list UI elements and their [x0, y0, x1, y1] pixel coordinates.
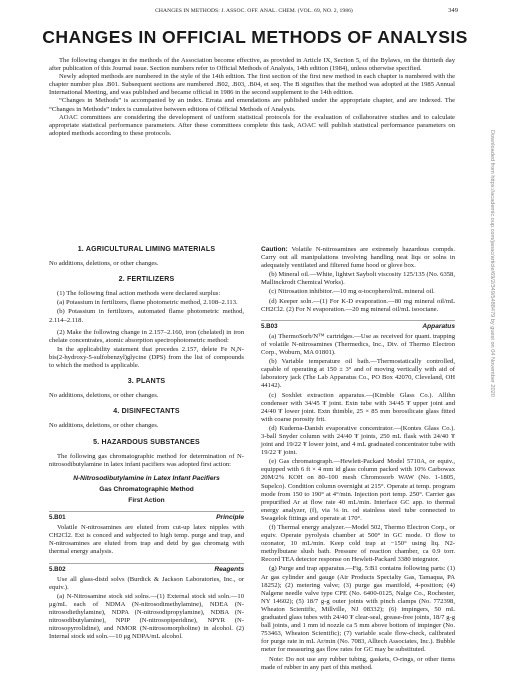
section-heading-5: 5. HAZARDOUS SUBSTANCES	[93, 438, 200, 446]
method-title: N-Nitrosodibutylamine in Latex Infant Pacifiers	[73, 474, 220, 482]
method-section-number: 5.B02	[49, 565, 66, 573]
apparatus-item: (g) Purge and trap apparatus.—Fig. 5:B1 contains following parts: (1) Ar gas cylinder and gauge (Air Products Specialty Gas, Tamaqua, PA 18252); (2) metering valve; (3) purge gas manifold, 4-position; (4) Nalgene needle valve type CPE (No. 6400-0125, Nalge Co., Rochester, NY 14602); (5) 18/7 g-g outer joints with pinch clamps (No. 772398, Wheaton Scientific, Millville, NJ 08332); (6) impingers, 50 mL graduated glass tubes with 24/40 ₮ clear-seal, grease-free joints, 18/7 g-g ball joints, and 1 mm id nozzle ca 5 mm above bottom of impinger (No. 753463, Wheaton Scientific); (7) variable scale flow-check, calibrated for purge rate in mL Ar/min (No. 7083, Alltech Associates, Inc.). Bubble meter for measuring gas flow rates for GC may be substituted.	[261, 565, 455, 654]
apparatus-note: Note: Do not use any rubber tubing, gaskets, O-rings, or other items made of rubber in any part of this method.	[261, 655, 455, 671]
section-2-para: (a) Potassium in fertilizers, flame photometric method, 2.108–2.113.	[57, 299, 238, 307]
section-2-para: In the applicability statement that precedes 2.157, delete Fe N,N-bis(2-hydroxy-5-sulfobenzyl)glycine (DPS) from the list of compounds to which the method is applicable.	[49, 345, 244, 370]
reagents-text: Use all glass-distd solvs (Burdick & Jackson Laboratories, Inc., or equiv.).	[49, 575, 244, 591]
left-column	[49, 246, 244, 642]
section-2-para: (b) Potassium in fertilizers, automated flame photometric method, 2.114–2.118.	[49, 308, 244, 324]
section-5-para: The following gas chromatographic method for determination of N-nitrosodibutylamine in latex infant pacifiers was adopted first action:	[49, 452, 244, 468]
method-section-header	[261, 320, 455, 331]
apparatus-item: (b) Variable temperature oil bath.—Thermostatically controlled, capable of operating at 150 ± 3° and of moving vertically with aid of laboratory jack (The Lab Apparatus Co., PO Box 42070, Cleveland, OH 44142).	[261, 358, 455, 390]
apparatus-item: (e) Gas chromatograph.—Hewlett-Packard Model 5710A, or equiv., equipped with 6 ft × 4 mm id glass column packed with 10% Carbowax 20M/2% KOH on 80–100 mesh Chromosorb WAW (No. 1-1805, Supelco). Condition column overnight at 215°. Operate at temp. program mode from 150 to 190° at 4°/min. Injection port temp. 250°. Carrier gas prepurified Ar at flow rate 40 mL/min. Interface GC app. to thermal energy analyzer, (f), via ⅛ in. od stainless steel tube connected to Swagelok fittings and operate at 170°.	[261, 458, 455, 522]
reagents-text: (a) N-Nitrosamine stock std solns.—(1) External stock std soln.—10 μg/mL each of NDMA (N-nitrosodimethylamine), NDEA (N-nitrosodiethylamine), NDPA (N-nitrosodipropylamine), NDBA (N-nitrosodibutylamine), NPIP (N-nitrosopiperidine), NPYR (N-nitrosopyrrolidine), and NMOR (N-nitrosomorpholine) in alcohol. (2) Internal stock std soln.—10 μg NDPA/mL alcohol.	[49, 592, 244, 641]
intro-paragraph: Newly adopted methods are numbered in the style of the 14th edition. The first section of the first new method in each chapter is numbered with the chapter number plus .B01. Subsequent sections are numbered .B02, .B03, .B04, et seq. The B signifies that the method was adopted at the 1985 Annual International Meeting, and was published and became official in 1986 in the second supplement to the 14th edition.	[49, 73, 455, 97]
principle-text: Volatile N-nitrosamines are eluted from cut-up latex nipples with CH2Cl2. Ext is conced and subjected to high temp. purge and trap, and N-nitrosamines are eluted from trap and detd by gas chromatg with thermal energy analysis.	[49, 524, 244, 556]
method-section-name: Apparatus	[422, 322, 455, 330]
section-2-para: (1) The following final action methods were declared surplus:	[57, 290, 221, 298]
method-section-name: Reagents	[214, 565, 244, 573]
section-heading-3: 3. PLANTS	[127, 378, 166, 386]
section-4-text: No additions, deletions, or other changes.	[49, 422, 159, 430]
section-heading-4: 4. DISINFECTANTS	[113, 408, 180, 416]
caution-note	[261, 246, 455, 270]
section-heading-2: 2. FERTILIZERS	[118, 276, 175, 284]
apparatus-item: (d) Kuderna-Danish evaporative concentrator.—(Kontes Glass Co.). 3-ball Snyder column with 24/40 ₮ joints, 250 mL flask with 24/40 ₮ joint and 19/22 ₮ lower joint, and 4 mL graduated concentrator tube with 19/22 ₮ joint.	[261, 424, 455, 457]
method-section-header	[49, 563, 244, 574]
reagent-item: (b) Mineral oil.—White, lightwt Saybolt viscosity 125/135 (No. 6358, Mallinckrodt Chemical Works).	[261, 271, 455, 287]
method-section-header	[49, 511, 244, 522]
running-head	[0, 8, 510, 16]
reagent-item: (d) Keeper soln.—(1) For K-D evaporation.—80 mg mineral oil/mL CH2Cl2. (2) For N evaporation.—20 mg mineral oil/mL isooctane.	[261, 297, 455, 313]
section-1-text: No additions, deletions, or other changes.	[49, 260, 159, 268]
page-title: CHANGES IN OFFICIAL METHODS OF ANALYSIS	[42, 27, 468, 47]
intro-paragraph: AOAC committees are considering the development of uniform statistical protocols for the evaluation of collaborative studies and to calculate appropriate statistical performance parameters. After these committees complete this task, AOAC will publish statistical performance parameters on adopted methods according to these protocols.	[49, 113, 455, 137]
caution-label: Caution:	[261, 246, 288, 253]
method-subtitle: Gas Chromatographic Method	[99, 485, 194, 493]
page-number: 349	[448, 7, 458, 14]
method-action: First Action	[128, 496, 165, 504]
apparatus-item: (a) ThermoSorb/N™ cartridges.—Use as received for quant. trapping of volatile N-nitrosamines (Thermedics, Inc., Div. of Thermo Electron Corp., Woburn, MA 01801).	[261, 332, 455, 357]
method-section-name: Principle	[216, 514, 244, 522]
reagent-item: (c) Nitrosation inhibitor.—10 mg α-tocopherol/mL mineral oil.	[269, 288, 435, 296]
intro-text	[49, 57, 455, 138]
section-3-text: No additions, deletions, or other changes.	[49, 392, 159, 400]
method-section-number: 5.B01	[49, 514, 66, 522]
running-head-text: CHANGES IN METHODS: J. ASSOC. OFF. ANAL. CHEM. (VOL. 69, NO. 2, 1986)	[155, 8, 353, 14]
caution-text: Volatile N-nitrosamines are extremely hazardous compds. Carry out all manipulations involving handling neat liqs or solns in adequately ventilated and filtered fume hood or glove box.	[261, 246, 455, 270]
section-2-para: (2) Make the following change in 2.157–2.160, iron (chelated) in iron chelate concentrates, atomic absorption spectrophotometric method:	[49, 328, 244, 344]
section-heading-1: 1. AGRICULTURAL LIMING MATERIALS	[77, 246, 216, 253]
download-watermark-note: Downloaded from https://academic.oup.com/jaoac/article/69/2/349/5488479 by guest on 04 November 2020	[489, 130, 495, 397]
right-column	[261, 246, 455, 673]
apparatus-item: (c) Soxhlet extraction apparatus.—(Kimble Glass Co.). Allihn condenser with 34/45 ₮ joint. Extn tube with 34/45 ₮ upper joint and 24/40 ₮ lower joint. Extn thimble, 25 × 85 mm borosilicate glass fitted with coarse porosity frit.	[261, 391, 455, 423]
intro-paragraph: The following changes in the methods of the Association become effective, as provided in Article IX, Section 5, of the Bylaws, on the thirtieth day after publication of this Journal issue. Section numbers refer to Official Methods of Analysis, 14th edition (1984), unless otherwise specified.	[49, 57, 455, 73]
apparatus-item: (f) Thermal energy analyzer.—Model 502, Thermo Electron Corp., or equiv. Operate pyrolysis chamber at 500° in GC mode. O flow to ozonator, 10 mL/min. Keep cold trap at −150° using liq. N2-methylbutane slush bath. Pressure of reaction chamber, ca 0.9 torr. Record TEA detector response on Hewlett-Packard 3380 integrator.	[261, 524, 455, 564]
intro-paragraph: “Changes in Methods” is accompanied by an index. Errata and emendations are published under the appropriate chapter, and are indexed. The “Changes in Methods” index is cumulative between editions of Official Methods of Analysis.	[49, 97, 455, 113]
method-section-number: 5.B03	[261, 322, 278, 330]
